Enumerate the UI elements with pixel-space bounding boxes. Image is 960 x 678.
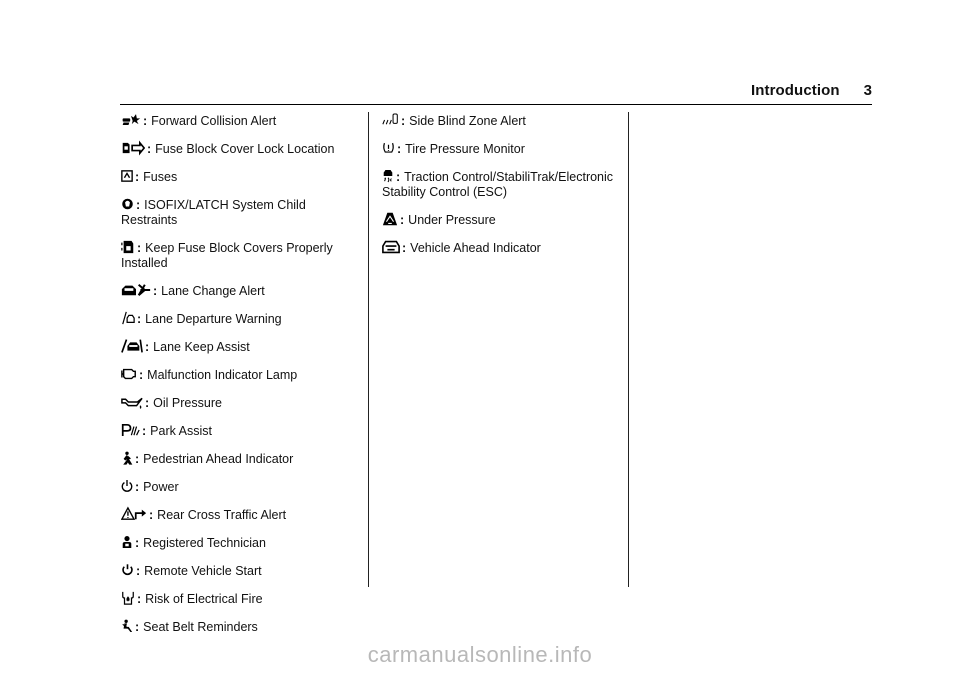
power-icon (121, 478, 133, 494)
park-assist-icon (121, 422, 140, 438)
symbol-entry: : Park Assist (121, 422, 359, 439)
symbol-entry: : Lane Departure Warning (121, 310, 359, 327)
traction-control-icon (382, 168, 394, 184)
symbol-entry: : Fuses (121, 168, 359, 185)
symbol-label: Remote Vehicle Start (144, 564, 262, 578)
symbol-entry: : Forward Collision Alert (121, 112, 359, 129)
fuses-icon (121, 168, 133, 184)
symbol-column-left (121, 112, 359, 646)
symbol-label: Oil Pressure (153, 396, 222, 410)
registered-technician-icon (121, 534, 133, 550)
malfunction-indicator-lamp-icon (121, 366, 137, 382)
symbol-label: Rear Cross Traffic Alert (157, 508, 287, 522)
symbol-label: Fuses (143, 170, 178, 184)
symbol-entry: : Lane Keep Assist (121, 338, 359, 355)
symbol-entry: : Side Blind Zone Alert (382, 112, 620, 129)
symbol-entry: : Oil Pressure (121, 394, 359, 411)
fuse-block-cover-lock-icon (121, 140, 145, 156)
symbol-entry: : Remote Vehicle Start (121, 562, 359, 579)
symbol-entry: : Rear Cross Traffic Alert (121, 506, 359, 523)
lane-departure-warning-icon (121, 310, 135, 326)
symbol-label: ISOFIX/LATCH System Child Restraints (121, 198, 306, 227)
symbol-label: Fuse Block Cover Lock Location (155, 142, 335, 156)
lane-keep-assist-icon (121, 338, 143, 354)
symbol-label: Lane Departure Warning (145, 312, 282, 326)
symbol-entry: : Fuse Block Cover Lock Location (121, 140, 359, 157)
symbol-label: Power (143, 480, 179, 494)
symbol-label: Tire Pressure Monitor (405, 142, 525, 156)
symbol-entry: : Lane Change Alert (121, 282, 359, 299)
symbol-entry: : ISOFIX/LATCH System Child Restraints (121, 198, 306, 227)
tire-pressure-icon (382, 140, 395, 156)
side-blind-zone-icon (382, 112, 399, 128)
remote-vehicle-start-icon (121, 562, 134, 578)
symbol-entry: : Malfunction Indicator Lamp (121, 366, 359, 383)
symbol-label: Vehicle Ahead Indicator (410, 241, 541, 255)
pedestrian-ahead-icon (121, 450, 133, 466)
seat-belt-icon (121, 618, 133, 634)
vehicle-ahead-icon (382, 239, 400, 255)
symbol-column-middle (382, 112, 620, 267)
section-title: Introduction (750, 82, 840, 99)
forward-collision-alert-icon (121, 112, 141, 128)
symbol-label: Seat Belt Reminders (143, 620, 258, 634)
isofix-latch-icon (121, 196, 134, 212)
symbol-label: Lane Change Alert (161, 284, 265, 298)
symbol-label: Park Assist (150, 424, 212, 438)
symbol-entry: : Traction Control/StabiliTrak/Electronic Stability Control (ESC) (382, 170, 614, 199)
column-divider (368, 112, 369, 587)
symbol-entry: : Power (121, 478, 359, 495)
rear-cross-traffic-icon (121, 506, 147, 522)
header-rule (120, 104, 872, 105)
symbol-entry: : Pedestrian Ahead Indicator (121, 450, 359, 467)
symbol-label: Lane Keep Assist (153, 340, 250, 354)
symbol-entry: : Registered Technician (121, 534, 359, 551)
keep-fuse-covers-icon (121, 239, 135, 255)
symbol-label: Side Blind Zone Alert (409, 114, 526, 128)
symbol-entry: : Vehicle Ahead Indicator (382, 239, 620, 256)
symbol-entry: : Tire Pressure Monitor (382, 140, 620, 157)
symbol-entry: : Keep Fuse Block Covers Properly Installed (121, 241, 333, 270)
oil-pressure-icon (121, 394, 143, 410)
symbol-label: Traction Control/StabiliTrak/Electronic Stability Control (ESC) (382, 170, 614, 199)
symbol-label: Malfunction Indicator Lamp (147, 368, 298, 382)
symbol-label: Keep Fuse Block Covers Properly Installed (121, 241, 333, 270)
electrical-fire-icon (121, 590, 135, 606)
watermark: carmanualsonline.info (367, 642, 593, 667)
symbol-entry: : Seat Belt Reminders (121, 618, 359, 635)
column-divider (628, 112, 629, 587)
symbol-entry: : Under Pressure (382, 211, 620, 228)
lane-change-alert-icon (121, 282, 151, 298)
symbol-label: Forward Collision Alert (151, 114, 277, 128)
symbol-label: Risk of Electrical Fire (145, 592, 263, 606)
symbol-label: Pedestrian Ahead Indicator (143, 452, 294, 466)
symbol-label: Registered Technician (143, 536, 266, 550)
page-header (751, 82, 872, 99)
page-number: 3 (863, 82, 872, 99)
symbol-label: Under Pressure (408, 213, 496, 227)
under-pressure-icon (382, 211, 398, 227)
symbol-entry: : Risk of Electrical Fire (121, 590, 359, 607)
